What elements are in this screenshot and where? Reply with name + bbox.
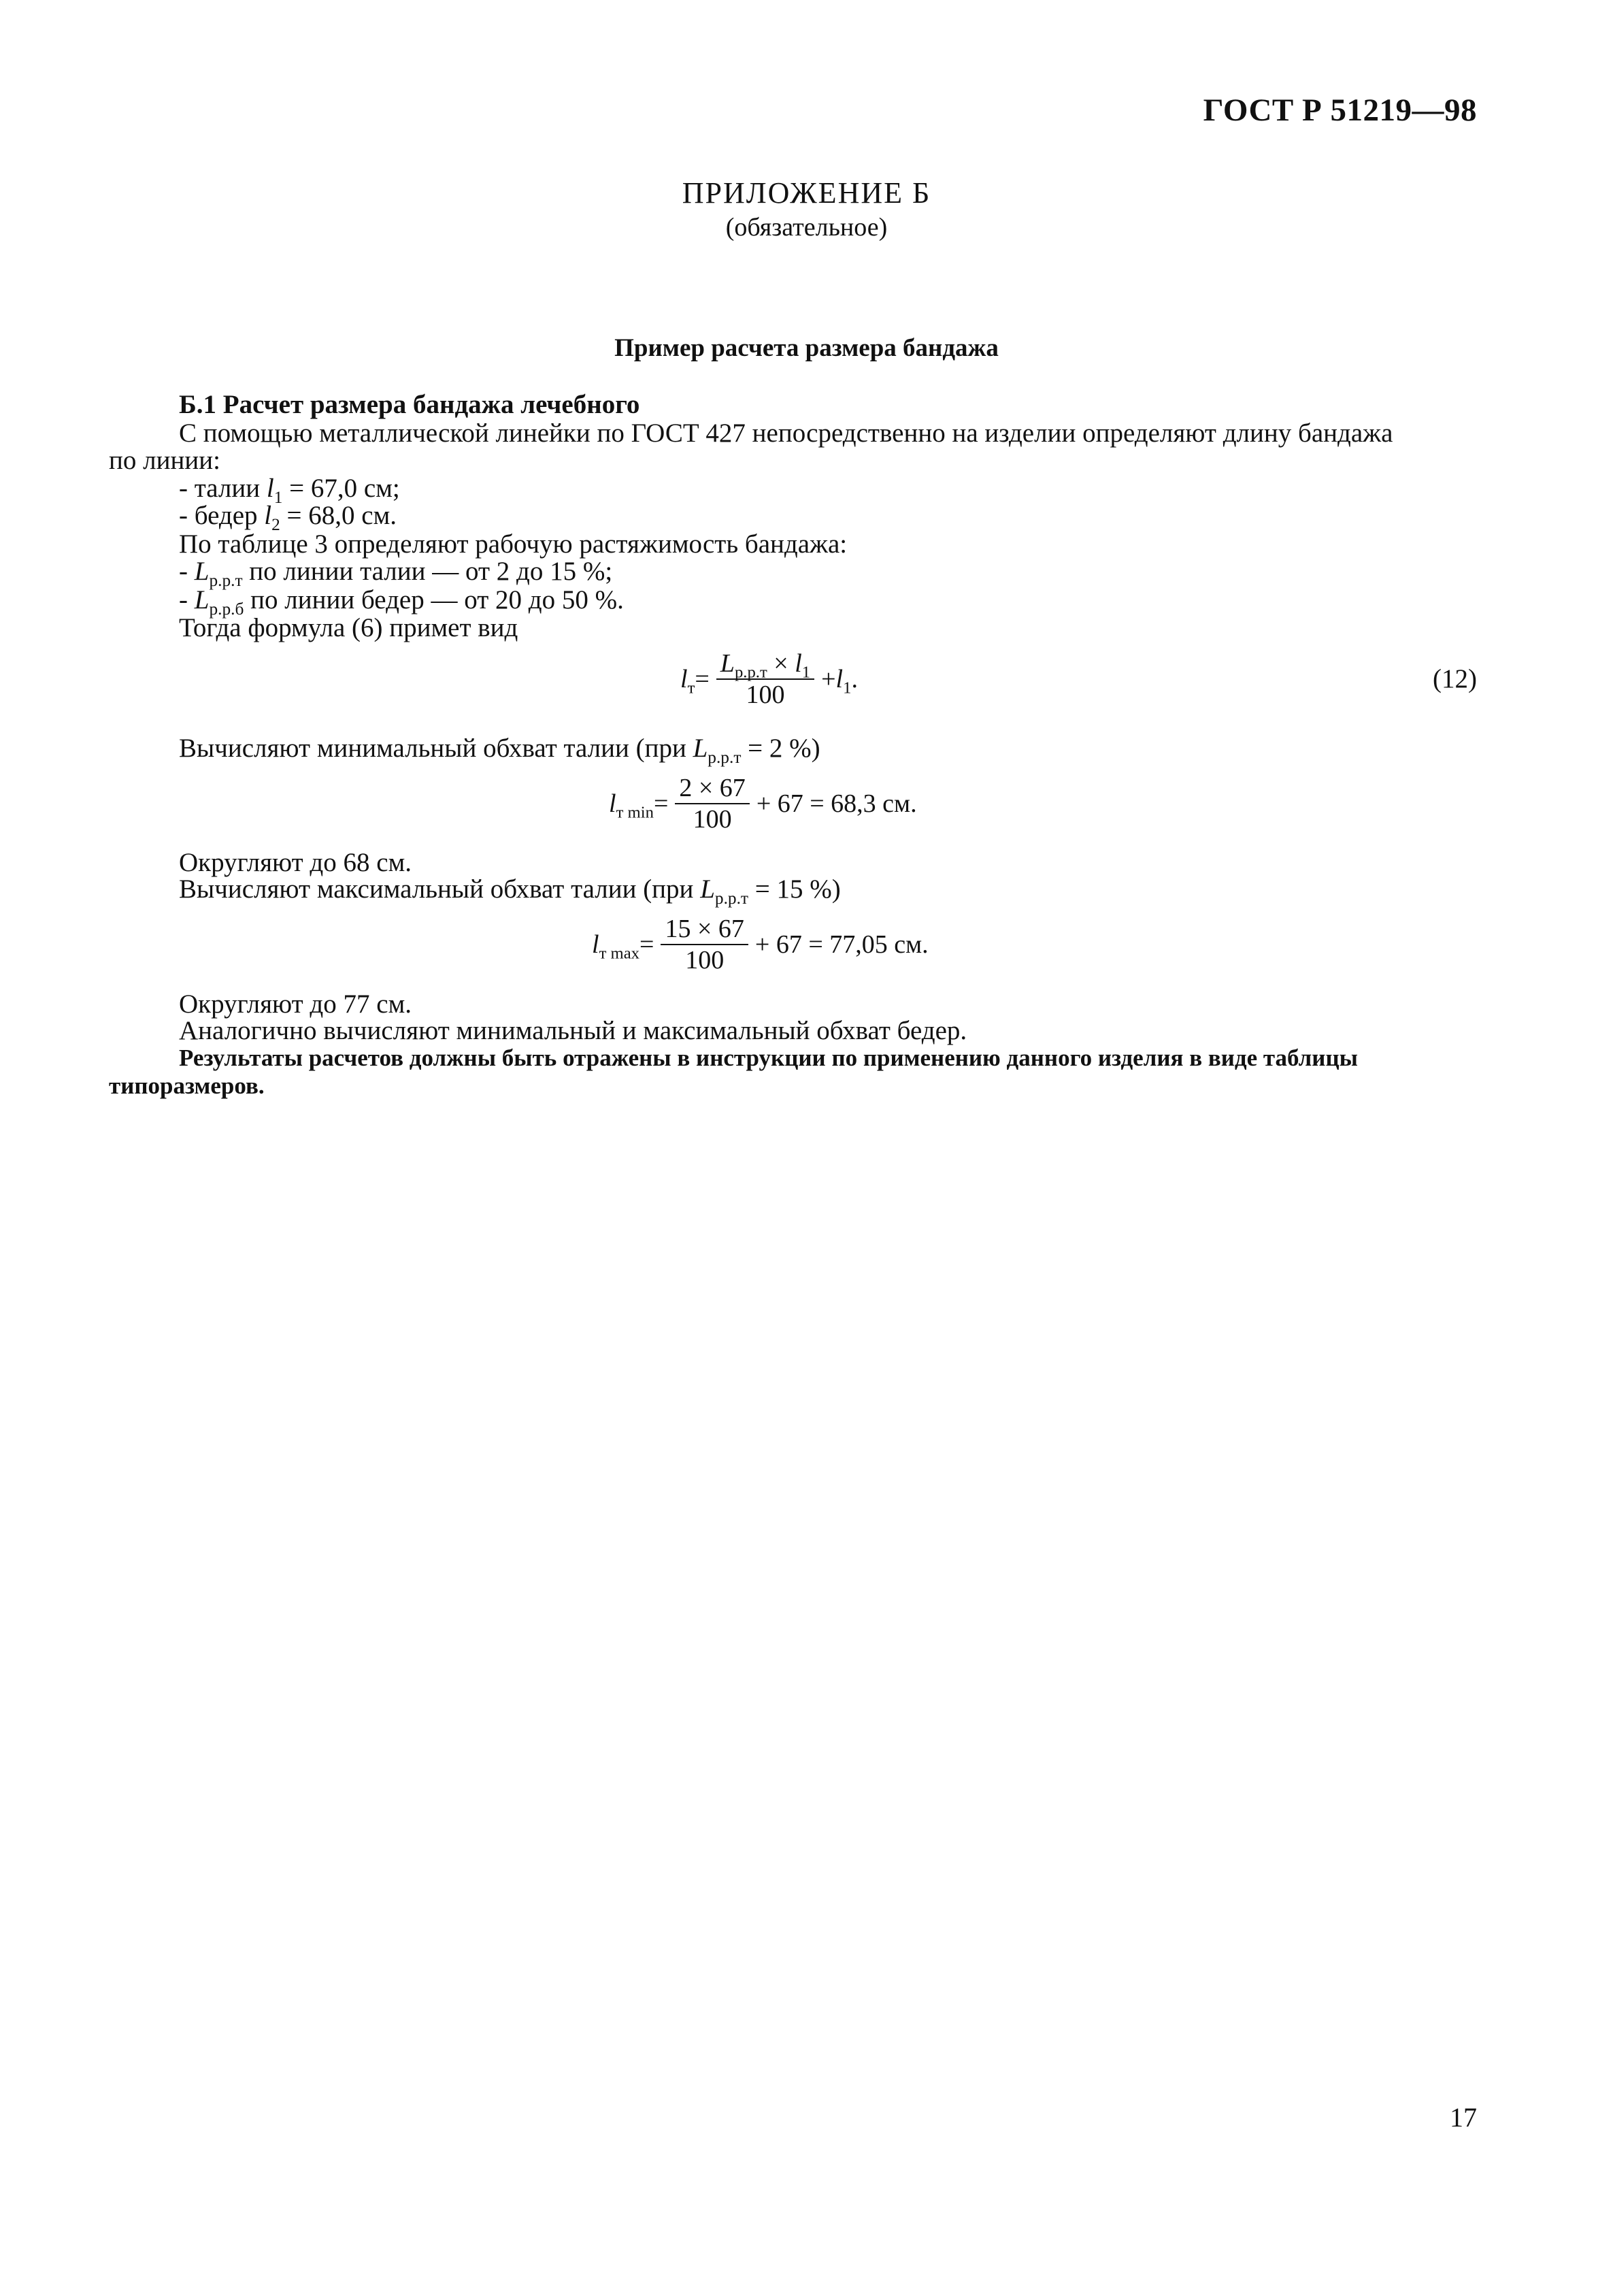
paragraph-line: Округляют до 68 см. — [179, 848, 412, 877]
paragraph-line: по линии: — [109, 446, 220, 475]
stretch-waist-item: - $L_{р.р.т}$ по линии талии — от 2 до 15 %; — [179, 557, 613, 590]
paragraph-line: Округляют до 77 см. — [179, 989, 412, 1019]
waist-length-item: - талии $l_1 = 67,0$ см; — [179, 474, 400, 507]
paragraph-line: Тогда формула (6) примет вид — [179, 613, 518, 642]
formula-max-waist: $l_{т max}$ = $\frac{15 \times 67}{100}$ + 67 = 77,05 см. — [592, 915, 929, 974]
document-id: ГОСТ Р 51219—98 — [1203, 93, 1477, 128]
result-note-line: типоразмеров. — [109, 1072, 265, 1099]
appendix-title: ПРИЛОЖЕНИЕ Б — [682, 176, 931, 210]
paragraph-line: По таблице 3 определяют рабочую растяжимость бандажа: — [179, 529, 848, 559]
fraction: $\frac{L_{р.р.т} \times l_1}{100}$ — [716, 650, 814, 708]
result-note-line: Результаты расчетов должны быть отражены в инструкции по применению данного изделия в виде таблицы — [179, 1045, 1358, 1071]
formula-min-waist: $l_{т min}$ = $\frac{2 \times 67}{100}$ + 67 = 68,3 см. — [609, 774, 917, 834]
hips-length-item: - бедер $l_2 = 68,0$ см. — [179, 501, 397, 534]
equation-number: (12) — [1433, 664, 1477, 693]
stretch-hips-item: - $L_{р.р.б}$ по линии бедер — от 20 до 50 %. — [179, 585, 624, 619]
section-title: Пример расчета размера бандажа — [614, 334, 999, 362]
fraction: $\frac{15 \times 67}{100}$ — [661, 915, 748, 974]
max-waist-intro: Вычисляют максимальный обхват талии (при $L_{р.р.т} = 15$ %) — [179, 874, 841, 908]
paragraph-line: Аналогично вычисляют минимальный и максимальный обхват бедер. — [179, 1016, 967, 1045]
appendix-subtitle: (обязательное) — [725, 213, 888, 242]
paragraph-line: С помощью металлической линейки по ГОСТ 427 непосредственно на изделии определяют длину бандажа — [179, 419, 1393, 448]
fraction: $\frac{2 \times 67}{100}$ — [675, 774, 749, 833]
formula-12: $l_т$ = $\frac{L_{р.р.т} \times l_1}{100}$ + $l_1$. — [680, 649, 858, 709]
min-waist-intro: Вычисляют минимальный обхват талии (при $L_{р.р.т} = 2$ %) — [179, 734, 820, 767]
subsection-title: Б.1 Расчет размера бандажа лечебного — [179, 390, 640, 419]
page-number: 17 — [1450, 2102, 1477, 2133]
